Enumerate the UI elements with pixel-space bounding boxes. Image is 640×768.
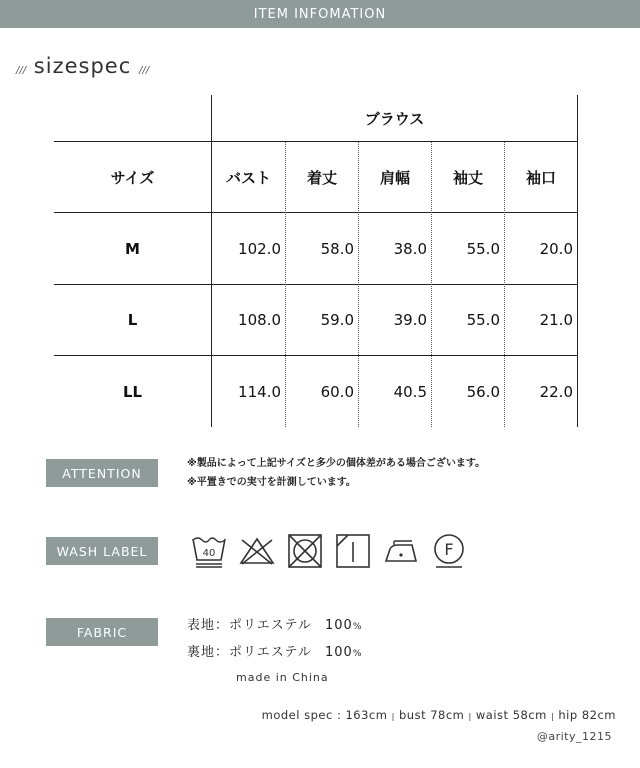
model-bust: bust 78cm <box>398 708 465 722</box>
column-header: 袖丈 <box>452 168 483 187</box>
table-cell: 58.0 <box>320 239 354 258</box>
table-cell: 20.0 <box>539 239 573 258</box>
table-cell: 56.0 <box>466 382 500 401</box>
fabric-lining-value: 100 <box>324 645 353 660</box>
attention-label-text: ATTENTION <box>62 465 142 481</box>
separator: | <box>468 712 472 721</box>
title-prefix: /// <box>16 65 27 76</box>
fabric-lining <box>187 641 362 660</box>
size-label: M <box>125 239 140 258</box>
separator: | <box>391 712 395 721</box>
fabric-lining-label: 裏地：ポリエステル <box>187 645 312 660</box>
fabric-outer-value: 100 <box>324 618 353 633</box>
title-text: sizespec <box>33 54 132 78</box>
account-handle: @arity_1215 <box>536 730 612 743</box>
size-header: サイズ <box>110 168 155 187</box>
table-cell: 22.0 <box>539 382 573 401</box>
table-cell: 114.0 <box>238 382 281 401</box>
table-cell: 60.0 <box>320 382 354 401</box>
line-dry-shade-icon <box>334 532 372 570</box>
table-cell: 38.0 <box>393 239 427 258</box>
wash-temp: 40 <box>202 548 216 559</box>
fabric-label-text: FABRIC <box>76 624 128 640</box>
header-title: ITEM INFOMATION <box>253 6 387 22</box>
attention-label <box>46 459 158 487</box>
percent-sign: % <box>352 622 363 632</box>
table-cell: 55.0 <box>466 311 500 329</box>
model-spec <box>262 708 616 722</box>
fabric-label <box>46 618 158 646</box>
fabric-outer-label: 表地：ポリエステル <box>187 618 312 633</box>
model-spec-prefix: model spec : <box>261 708 342 722</box>
wash-icons <box>190 532 468 570</box>
table-cell: 21.0 <box>539 311 573 329</box>
attention-note <box>187 454 485 492</box>
table-cell: 40.5 <box>393 382 427 401</box>
attention-line-1: ※製品によって上記サイズと多少の個体差がある場合ございます。 <box>187 458 486 469</box>
column-header: 肩幅 <box>379 168 410 187</box>
model-height: 163cm <box>345 708 388 722</box>
table-cell: 55.0 <box>466 239 500 258</box>
no-tumble-dry-icon <box>286 532 324 570</box>
column-header: 袖口 <box>525 168 556 187</box>
attention-line-2: ※平置きでの実寸を計測しています。 <box>187 477 356 488</box>
no-bleach-icon <box>238 532 276 570</box>
size-label: LL <box>122 382 143 401</box>
wash-label <box>46 537 158 565</box>
fabric-outer <box>187 614 362 633</box>
table-rule <box>577 95 578 427</box>
dry-clean-f-icon <box>430 532 468 570</box>
model-waist: waist 58cm <box>475 708 547 722</box>
table-cell: 59.0 <box>320 311 354 329</box>
iron-low-icon <box>382 532 420 570</box>
column-header: 着丈 <box>306 168 337 187</box>
group-header: ブラウス <box>364 110 425 128</box>
table-cell: 108.0 <box>238 311 281 329</box>
dry-clean-letter: F <box>444 540 454 559</box>
size-label: L <box>127 311 138 329</box>
table-cell: 102.0 <box>238 239 281 258</box>
wash-label-text: WASH LABEL <box>56 543 148 559</box>
made-in: made in China <box>236 671 329 684</box>
separator: | <box>551 712 555 721</box>
percent-sign: % <box>352 649 363 659</box>
column-header: バスト <box>225 168 271 187</box>
model-hip: hip 82cm <box>558 708 616 722</box>
title-suffix: /// <box>138 65 150 76</box>
table-cell: 39.0 <box>393 311 427 329</box>
wash-40-icon <box>190 532 228 570</box>
